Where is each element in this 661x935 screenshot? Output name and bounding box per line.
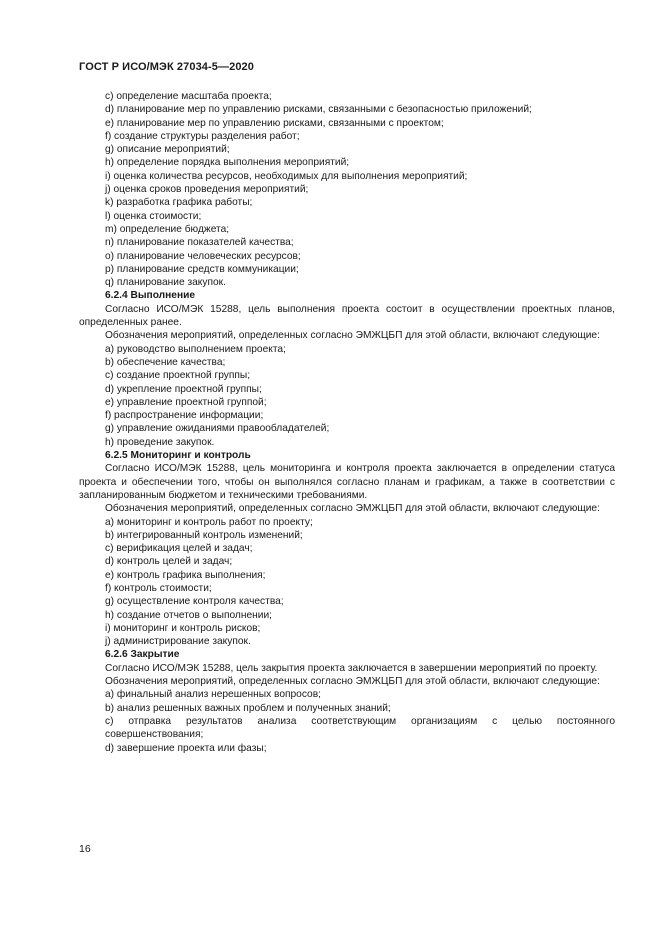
list-item: c) верификация целей и задач; — [105, 543, 253, 555]
paragraph: Обозначения мероприятий, определенных согласно ЭМЖЦБП для этой области, включают следующие: — [105, 503, 600, 515]
page-number: 16 — [79, 843, 91, 855]
paragraph: Согласно ИСО/МЭК 15288, цель мониторинга и контроля проекта заключается в определении статуса проекта и обеспечении того, чтобы он выполнялся согласно планам и графикам, а также в соответствии с запланированным бюджетом и техническими требованиями. — [79, 463, 615, 501]
list-item: f) распространение информации; — [105, 410, 264, 422]
list-item: m) определение бюджета; — [105, 223, 230, 235]
paragraph: Согласно ИСО/МЭК 15288, цель выполнения проекта состоит в осуществлении проектных планов, определенных ранее. — [79, 303, 615, 329]
list-item: h) определение порядка выполнения мероприятий; — [105, 157, 350, 169]
document-body — [79, 90, 615, 755]
list-item: b) анализ решенных важных проблем и полученных знаний; — [105, 702, 391, 714]
list-item: c) отправка результатов анализа соответствующим организациям с целью постоянного совершенствования; — [105, 715, 615, 741]
document-header: ГОСТ Р ИСО/МЭК 27034-5—2020 — [79, 61, 254, 73]
list-item: d) укрепление проектной группы; — [105, 383, 262, 395]
list-item: a) мониторинг и контроль работ по проекту; — [105, 516, 313, 528]
list-item: k) разработка графика работы; — [105, 197, 253, 209]
list-item: b) интегрированный контроль изменений; — [105, 529, 303, 541]
list-item: p) планирование средств коммуникации; — [105, 263, 299, 275]
paragraph: Обозначения мероприятий, определенных согласно ЭМЖЦБП для этой области, включают следующие: — [105, 676, 600, 688]
list-item: c) создание проектной группы; — [105, 370, 251, 382]
list-item: n) планирование показателей качества; — [105, 237, 294, 249]
list-item: l) оценка стоимости; — [105, 210, 202, 222]
list-item: i) оценка количества ресурсов, необходимых для выполнения мероприятий; — [105, 170, 468, 182]
list-item: e) управление проектной группой; — [105, 396, 267, 408]
list-item: j) оценка сроков проведения мероприятий; — [105, 184, 309, 196]
section-heading-6-2-5: 6.2.5 Мониторинг и контроль — [105, 450, 251, 462]
paragraph: Обозначения мероприятий, определенных согласно ЭМЖЦБП для этой области, включают следующие: — [105, 330, 600, 342]
list-item: f) создание структуры разделения работ; — [105, 130, 300, 142]
list-item: i) мониторинг и контроль рисков; — [105, 622, 261, 634]
list-item: f) контроль стоимости; — [105, 582, 212, 594]
list-item: e) планирование мер по управлению рисками, связанными с проектом; — [105, 117, 444, 129]
list-item: j) администрирование закупок. — [105, 636, 251, 648]
list-item: e) контроль графика выполнения; — [105, 569, 266, 581]
list-item: b) обеспечение качества; — [105, 356, 226, 368]
list-item: h) проведение закупок. — [105, 436, 215, 448]
list-item: d) завершение проекта или фазы; — [105, 742, 267, 754]
list-item: c) определение масштаба проекта; — [105, 91, 272, 102]
list-item: g) осуществление контроля качества; — [105, 596, 284, 608]
list-item: d) планирование мер по управлению рисками, связанными с безопасностью приложений; — [105, 104, 532, 116]
list-item: a) руководство выполнением проекта; — [105, 343, 286, 355]
list-item: q) планирование закупок. — [105, 277, 226, 289]
section-heading-6-2-4: 6.2.4 Выполнение — [105, 290, 196, 302]
list-item: g) управление ожиданиями правообладателей; — [105, 423, 330, 435]
list-item: o) планирование человеческих ресурсов; — [105, 250, 301, 262]
list-item: a) финальный анализ нерешенных вопросов; — [105, 689, 321, 701]
paragraph: Согласно ИСО/МЭК 15288, цель закрытия проекта заключается в завершении мероприятий по проекту. — [105, 662, 598, 674]
section-heading-6-2-6: 6.2.6 Закрытие — [105, 649, 180, 661]
list-item: d) контроль целей и задач; — [105, 556, 233, 568]
list-item: g) описание мероприятий; — [105, 144, 230, 156]
list-item: h) создание отчетов о выполнении; — [105, 609, 272, 621]
